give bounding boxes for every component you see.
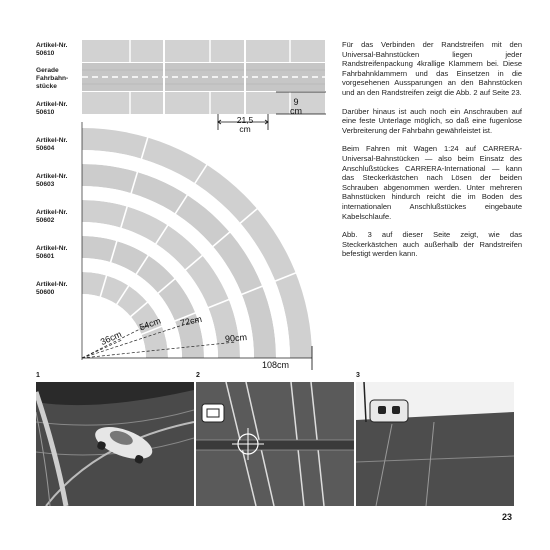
paragraph-4: Abb. 3 auf dieser Seite zeigt, wie das Steckerkästchen auch außerhalb der Randstreifen befestigt werden kann.: [342, 230, 522, 259]
label-article-50610-bottom: Artikel-Nr. 50610: [36, 101, 68, 116]
photo-3-connector-box: [356, 382, 514, 506]
measurement-radius-108: 108cm: [262, 360, 290, 370]
paragraph-3: Beim Fahren mit Wagen 1:24 auf CARRERA-Universal-Bahnstücken — also beim Einsatz des Anschlußstückes CARRERA-International — kann das Steckerkästchen nach Lösen der beiden Schrauben abgenommen werden. Unter mehreren Bahnstücken hindurch reicht die im Boden des internationalen Anschlußstückes eingebaute Kabelschlaufe.: [342, 144, 522, 221]
photo-2-track-clamp: [196, 382, 354, 506]
text-column: [342, 40, 522, 268]
measurement-radius-36: 36cm: [98, 328, 124, 348]
label-article-50601: Artikel-Nr. 50601: [36, 245, 68, 260]
label-article-50602: Artikel-Nr. 50602: [36, 209, 68, 224]
measurement-radius-72: 72cm: [179, 313, 203, 329]
page-number: 23: [501, 512, 512, 522]
photo-1-race-car: [36, 382, 194, 506]
photo-3-number: 3: [356, 372, 360, 379]
label-article-50600: Artikel-Nr. 50600: [36, 281, 68, 296]
measurement-radius-54: 54cm: [137, 315, 163, 333]
measurement-radius-90: 90cm: [224, 332, 248, 344]
measurement-21-5cm: 21,5 cm: [236, 115, 254, 134]
label-straight-track: Gerade Fahrbahn-stücke: [36, 67, 69, 90]
label-article-50604: Artikel-Nr. 50604: [36, 137, 68, 152]
paragraph-1: Für das Verbinden der Randstreifen mit den Universal-Bahnstücken liegen jeder Randstreifenpackung 4krallige Klammern bei. Diese Fahrbahnklammern und das Einsetzen in die vorgesehenen Aussparungen an den Bahnstücken und an den Randstreifen zeigt die Abb. 2 auf Seite 23.: [342, 40, 522, 97]
label-article-50610-top: Artikel-Nr. 50610: [36, 42, 68, 57]
photo-1-number: 1: [36, 372, 40, 379]
measurement-9cm: 9 cm: [290, 97, 302, 116]
photo-2-number: 2: [196, 372, 200, 379]
label-article-50603: Artikel-Nr. 50603: [36, 173, 68, 188]
paragraph-2: Darüber hinaus ist auch noch ein Anschrauben auf eine feste Unterlage möglich, so daß eine fugenlose Verbreiterung der Fahrbahn gewährleistet ist.: [342, 106, 522, 135]
track-diagram: [0, 0, 340, 372]
